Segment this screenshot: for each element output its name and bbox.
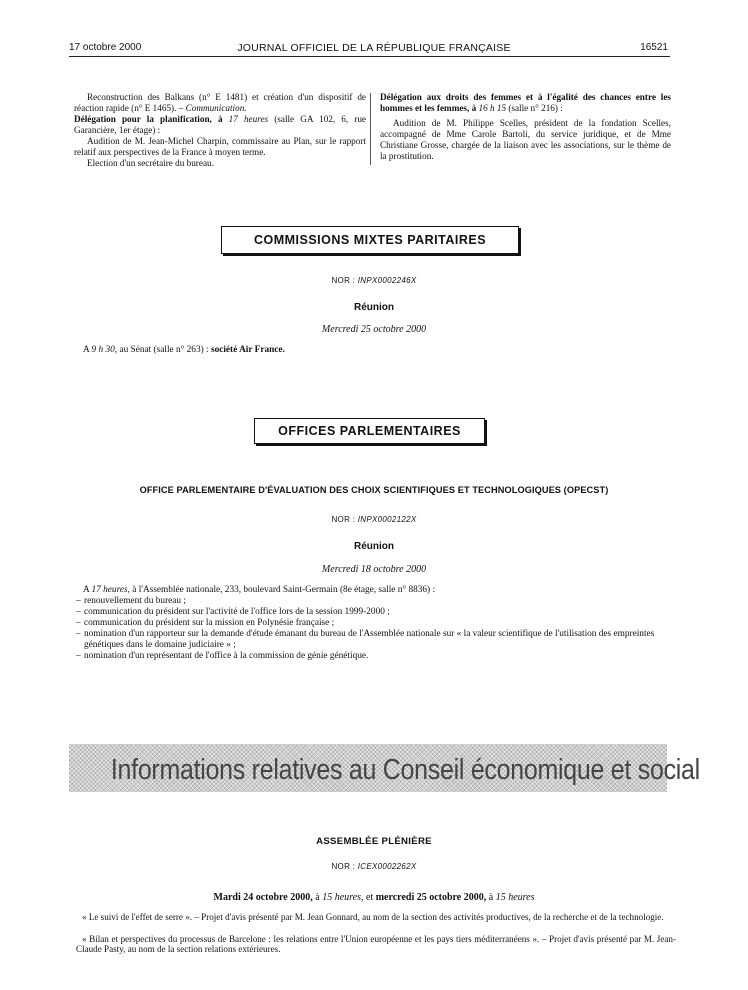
nor-label: NOR : bbox=[331, 276, 356, 285]
list-item: – nomination d'un rapporteur sur la demande d'étude émanant du bureau de l'Assemblée nationale sur « la valeur scientifique de l'utilisation des empreintes génétiques dans le domaine judiciaire » ; bbox=[76, 629, 676, 651]
planification-time: 17 heures bbox=[228, 114, 269, 124]
reunion-heading-1: Réunion bbox=[354, 302, 394, 313]
nor-reference-1 bbox=[0, 276, 748, 285]
list-item: – communication du président sur la mission en Polynésie française ; bbox=[76, 618, 676, 629]
line-time: 9 h 30, bbox=[91, 345, 118, 355]
reunion-heading-2: Réunion bbox=[354, 541, 394, 552]
meeting-date-2: Mercredi 18 octobre 2000 bbox=[321, 564, 427, 575]
list-item: – renouvellement du bureau ; bbox=[76, 596, 676, 607]
planification-heading bbox=[74, 114, 366, 136]
air-france-line bbox=[83, 345, 285, 356]
date-and: et bbox=[366, 892, 374, 903]
session-dates bbox=[0, 892, 748, 903]
line-subject: société Air France. bbox=[210, 345, 285, 355]
delegation-femmes-time: 16 h 15 bbox=[478, 103, 507, 113]
commissions-mixtes-box: COMMISSIONS MIXTES PARITAIRES bbox=[221, 226, 519, 254]
list-item: – communication du président sur l'activité de l'office lors de la session 1999-2000 ; bbox=[76, 607, 676, 618]
delegation-femmes-heading bbox=[380, 92, 671, 114]
opecst-title: OFFICE PARLEMENTAIRE D'ÉVALUATION DES CHOIX SCIENTIFIQUES ET TECHNOLOGIQUES (OPECST) bbox=[139, 485, 609, 495]
delegation-femmes-a: à bbox=[471, 103, 477, 113]
line-a: A bbox=[83, 345, 90, 355]
nor-code: ICEX0002262X bbox=[357, 862, 417, 871]
top-right-column bbox=[380, 92, 671, 162]
delegation-femmes-room: (salle n° 216) : bbox=[508, 103, 563, 113]
date-a1: à bbox=[315, 892, 320, 903]
planification-location: (salle GA 102, 6, rue Garancière, 1er étage) : bbox=[74, 114, 367, 135]
date-time1: 15 heures, bbox=[322, 892, 364, 903]
date-time2: 15 heures bbox=[495, 892, 535, 903]
offices-parlementaires-box: OFFICES PARLEMENTAIRES bbox=[254, 418, 485, 444]
election-paragraph: Election d'un secrétaire du bureau. bbox=[87, 158, 214, 168]
effet-de-serre-paragraph: « Le suivi de l'effet de serre ». – Projet d'avis présenté par M. Jean Gonnard, au nom de la section des activités productives, de la recherche et de la technologie. bbox=[82, 912, 664, 922]
nor-code: INPX0002122X bbox=[357, 515, 417, 524]
nor-code: INPX0002246X bbox=[357, 276, 417, 285]
scelles-paragraph: Audition de M. Philippe Scelles, président de la fondation Scelles, accompagné de Mme Carole Bartoli, du service juridique, et de Mme Christiane Grosse, chargée de la liaison avec les associations, sur le thème de la prostitution. bbox=[380, 118, 671, 161]
top-left-column bbox=[74, 92, 366, 169]
communication-label: Communication. bbox=[185, 103, 247, 113]
journal-title: JOURNAL OFFICIEL DE LA RÉPUBLIQUE FRANÇAISE bbox=[237, 42, 511, 54]
list-item: – nomination d'un représentant de l'office à la commission de génie génétique. bbox=[76, 651, 676, 662]
planification-a: à bbox=[217, 114, 223, 124]
date-tuesday: Mardi 24 octobre 2000, bbox=[213, 892, 313, 903]
meeting-date-1: Mercredi 25 octobre 2000 bbox=[321, 324, 427, 335]
intro-time: 17 heures, bbox=[91, 585, 130, 595]
header-date: 17 octobre 2000 bbox=[69, 42, 142, 53]
intro-a: A bbox=[83, 585, 90, 595]
intro-location: à l'Assemblée nationale, 233, boulevard Saint-Germain (8e étage, salle n° 8836) : bbox=[132, 585, 436, 595]
nor-label: NOR : bbox=[331, 862, 356, 871]
date-wednesday: mercredi 25 octobre 2000, bbox=[375, 892, 487, 903]
balkans-paragraph bbox=[74, 92, 366, 114]
nor-label: NOR : bbox=[331, 515, 356, 524]
nor-reference-3 bbox=[0, 862, 748, 871]
nor-reference-2 bbox=[0, 515, 748, 524]
date-a2: à bbox=[488, 892, 494, 903]
planification-title: Délégation pour la planification, bbox=[74, 114, 212, 124]
delegation-femmes-title: Délégation aux droits des femmes et à l'égalité des chances entre les hommes et les femmes, bbox=[380, 92, 671, 113]
opecst-intro bbox=[83, 585, 673, 596]
page-number: 16521 bbox=[640, 42, 668, 53]
assemblee-pleniere-title: ASSEMBLÉE PLÉNIÈRE bbox=[316, 836, 432, 847]
balkans-text: Reconstruction des Balkans (n° E 1481) et création d'un dispositif de réaction rapide (n° E 1465). – bbox=[74, 92, 366, 113]
charpin-paragraph: Audition de M. Jean-Michel Charpin, commissaire au Plan, sur le rapport relatif aux perspectives de la France à moyen terme. bbox=[74, 136, 366, 157]
column-separator bbox=[370, 93, 371, 165]
line-location: au Sénat (salle n° 263) : bbox=[119, 345, 209, 355]
barcelone-paragraph: « Bilan et perspectives du processus de Barcelone : les relations entre l'Union européenne et les pays tiers méditerranéens ». – Projet d'avis présenté par M. Jean-Claude Pasty, au nom de la section relations extérieures. bbox=[76, 934, 676, 954]
header-rule bbox=[69, 56, 670, 57]
ces-banner-title: Informations relatives au Conseil économique et social bbox=[110, 754, 700, 786]
agenda-list bbox=[76, 596, 676, 662]
